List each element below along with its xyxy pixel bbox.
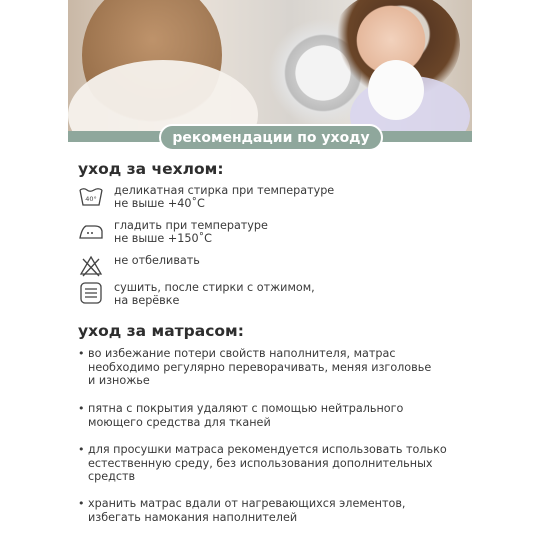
cover-care-title: уход за чехлом: <box>78 160 224 178</box>
list-item <box>78 497 405 524</box>
hero-photo <box>68 0 472 138</box>
photo-towel-shape <box>368 60 424 120</box>
bullet-mark: • <box>78 347 85 360</box>
section-badge-label: рекомендации по уходу <box>172 129 370 146</box>
list-item <box>78 443 447 484</box>
list-item-text: во избежание потери свойств наполнителя, матрас необходимо регулярно переворачивать, меняя изголовье и изножье <box>88 347 432 387</box>
care-item-text: не отбеливать <box>114 254 200 267</box>
bullet-mark: • <box>78 497 85 510</box>
list-item <box>78 402 403 429</box>
bullet-mark: • <box>78 402 85 415</box>
list-item-text: для просушки матраса рекомендуется использовать только естественную среду, без использования дополнительных средств <box>88 443 447 483</box>
care-item-bleach <box>78 254 200 278</box>
care-item-text: гладить при температуре не выше +150˚С <box>114 219 268 245</box>
line-dry-icon <box>78 281 104 305</box>
mattress-care-title: уход за матрасом: <box>78 322 244 340</box>
svg-text:40°: 40° <box>85 195 97 203</box>
care-item-text: сушить, после стирки с отжимом, на верёвке <box>114 281 315 307</box>
wash-40-icon <box>78 184 104 208</box>
care-item-text: деликатная стирка при температуре не выше +40˚С <box>114 184 335 210</box>
iron-150-icon <box>78 219 104 243</box>
care-item-dry <box>78 281 315 307</box>
list-item <box>78 347 431 388</box>
care-item-wash <box>78 184 334 210</box>
no-bleach-icon <box>78 254 104 278</box>
section-badge <box>159 124 383 151</box>
bullet-mark: • <box>78 443 85 456</box>
list-item-text: хранить матрас вдали от нагревающихся элементов, избегать намокания наполнителей <box>88 497 406 524</box>
care-item-iron <box>78 219 268 245</box>
list-item-text: пятна с покрытия удаляют с помощью нейтрального моющего средства для тканей <box>88 402 404 429</box>
